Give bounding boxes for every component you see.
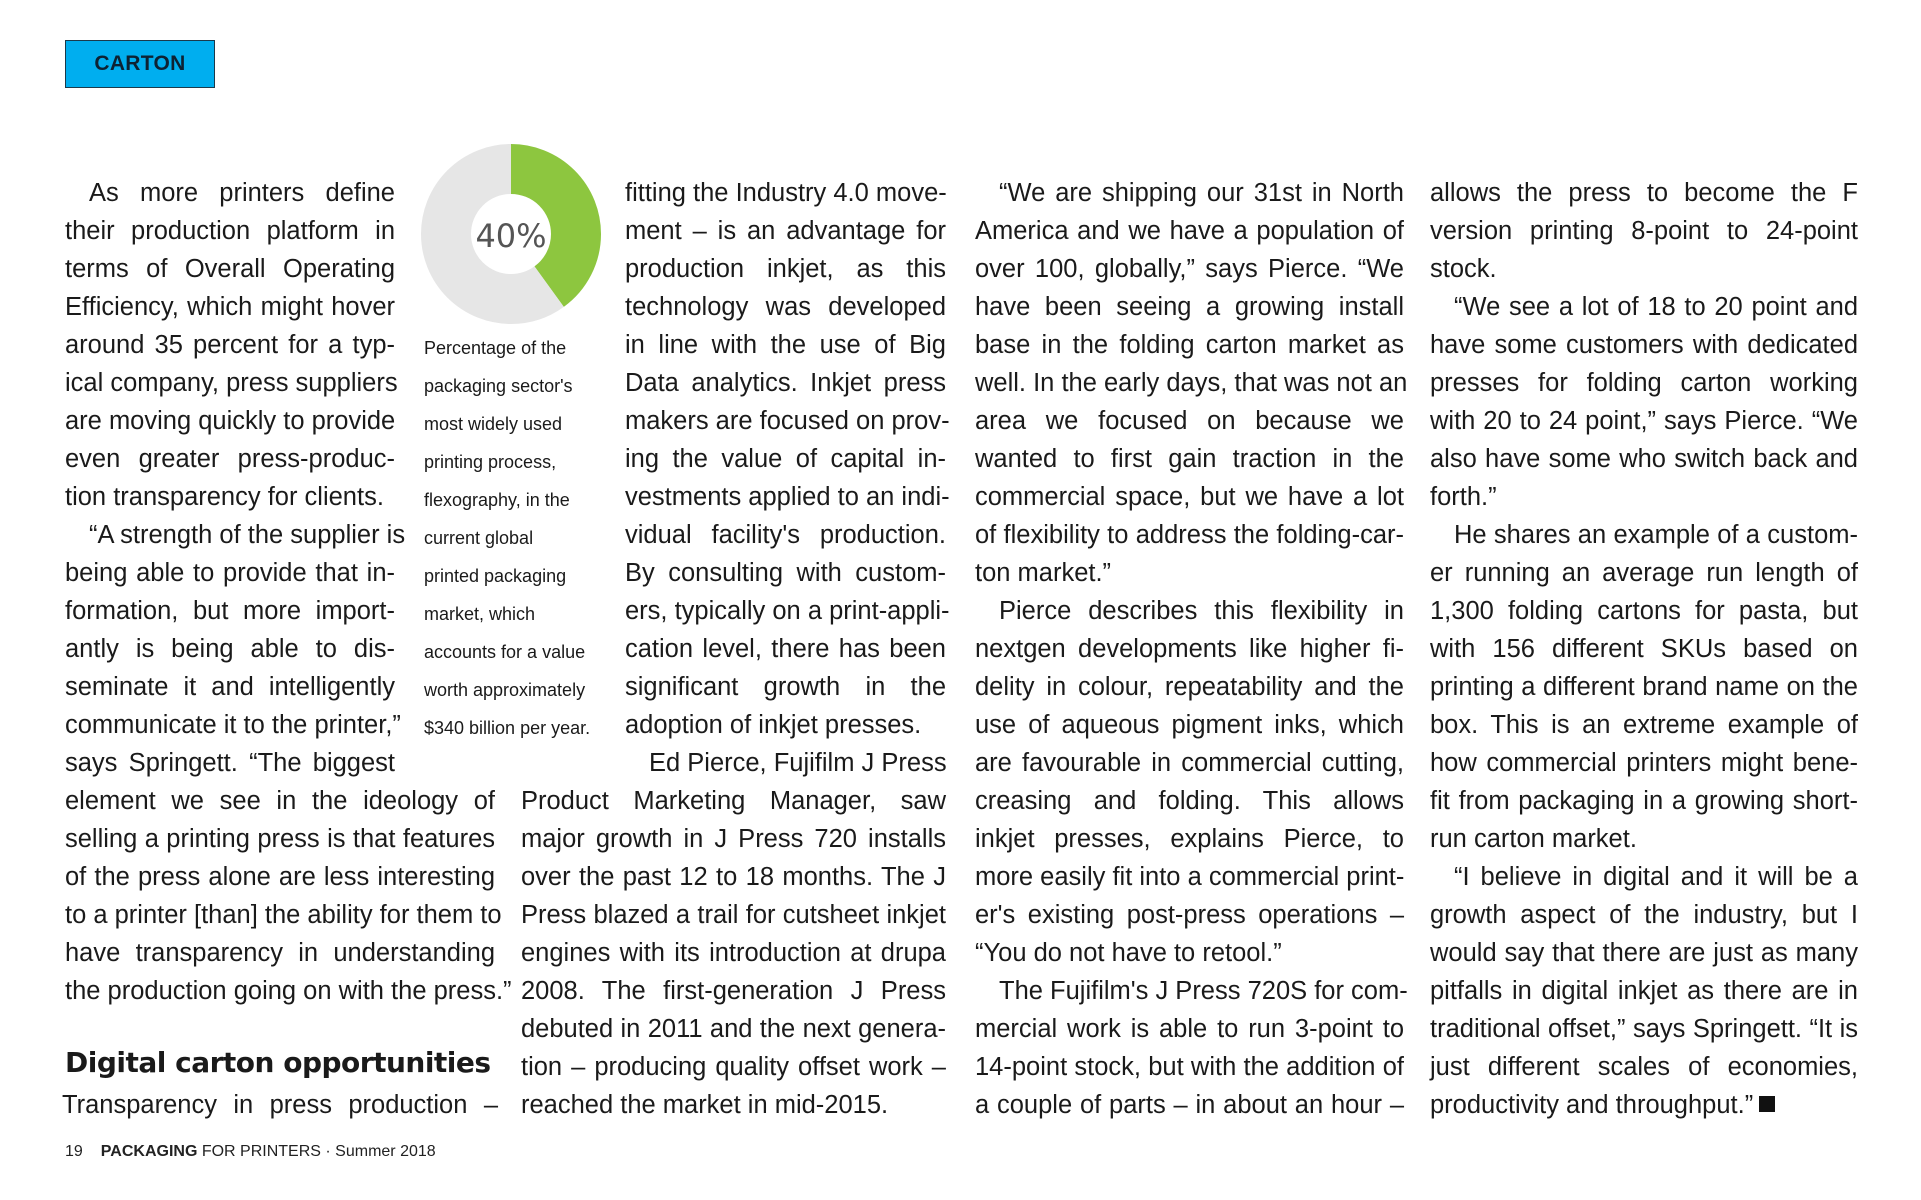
- percentage-donut-chart: [421, 144, 601, 324]
- text-line: Data analytics. Inkjet press: [625, 369, 946, 397]
- text-line: 1,300 folding cartons for pasta, but: [1430, 597, 1858, 625]
- text-line: being able to provide that in-: [65, 559, 395, 587]
- text-line: forth.”: [1430, 483, 1497, 511]
- col3-text: [975, 174, 1408, 1124]
- text-line: reached the market in mid-2015.: [521, 1091, 889, 1119]
- text-line: of flexibility to address the folding-car-: [975, 521, 1404, 549]
- text-line: fit from packaging in a growing short-: [1430, 787, 1858, 815]
- caption-line: accounts for a value: [424, 642, 586, 662]
- text-line: adoption of inkjet presses.: [625, 711, 922, 739]
- text-line: ing the value of capital in-: [625, 445, 946, 473]
- text-line: er running an average run length of: [1430, 559, 1858, 587]
- text-line: vidual facility's production.: [625, 521, 946, 549]
- text-line: says Springett. “The biggest: [65, 749, 395, 777]
- col1-last-line: [62, 1086, 498, 1124]
- text-line: have some customers with dedicated: [1430, 331, 1858, 359]
- text-line: “I believe in digital and it will be a: [1454, 863, 1858, 891]
- section-heading: Digital carton opportunities: [65, 1046, 491, 1079]
- text-line: The Fujifilm's J Press 720S for com-: [999, 977, 1408, 1005]
- text-line: tion transparency for clients.: [65, 483, 384, 511]
- text-line: nextgen developments like higher fi-: [975, 635, 1404, 663]
- text-line: makers are focused on prov-: [625, 407, 950, 435]
- col4-text: [1430, 174, 1858, 1124]
- text-line: technology was developed: [625, 293, 946, 321]
- text-line: just different scales of economies,: [1430, 1053, 1858, 1081]
- text-line: As more printers define: [89, 179, 395, 207]
- caption-line: flexography, in the: [424, 490, 570, 510]
- text-line: version printing 8-point to 24-point: [1430, 217, 1858, 245]
- text-line: By consulting with custom-: [625, 559, 946, 587]
- text-line: ers, typically on a print-appli-: [625, 597, 950, 625]
- magazine-issue: FOR PRINTERS · Summer 2018: [197, 1143, 436, 1160]
- caption-line: current global: [424, 528, 534, 548]
- text-line: even greater press-produc-: [65, 445, 395, 473]
- text-line: Product Marketing Manager, saw: [521, 787, 946, 815]
- text-line: the production going on with the press.”: [65, 977, 512, 1005]
- donut-center-label: 40%: [475, 217, 547, 255]
- text-line: productivity and throughput.”: [1430, 1086, 1858, 1124]
- text-line: their production platform in: [65, 217, 395, 245]
- text-line: formation, but more import-: [65, 597, 395, 625]
- text-line: “A strength of the supplier is: [89, 521, 406, 549]
- text-line: stock.: [1430, 255, 1497, 283]
- text-line: Pierce describes this flexibility in: [999, 597, 1404, 625]
- text-line: are moving quickly to provide: [65, 407, 396, 435]
- col1-wide-text: [65, 782, 512, 1010]
- text-line: inkjet presses, explains Pierce, to: [975, 825, 1404, 853]
- text-line: more easily fit into a commercial print-: [975, 863, 1405, 891]
- text-line: cation level, there has been: [625, 635, 946, 663]
- text-line: delity in colour, repeatability and the: [975, 673, 1404, 701]
- text-line: run carton market.: [1430, 825, 1637, 853]
- text-line: er's existing post-press operations –: [975, 901, 1404, 929]
- text-line: major growth in J Press 720 installs: [521, 825, 946, 853]
- text-line: would say that there are just as many: [1430, 939, 1858, 967]
- magazine-brand: PACKAGING: [100, 1143, 198, 1160]
- text-line: vestments applied to an indi-: [625, 483, 950, 511]
- text-line: in line with the use of Big: [625, 331, 946, 359]
- caption-line: packaging sector's: [424, 376, 573, 396]
- text-line: debuted in 2011 and the next genera-: [521, 1015, 946, 1043]
- text-line: to a printer [than] the ability for them to: [65, 901, 502, 929]
- text-line: terms of Overall Operating: [65, 255, 395, 283]
- text-line: “We see a lot of 18 to 20 point and: [1454, 293, 1858, 321]
- caption-line: printed packaging: [424, 566, 567, 586]
- text-line: engines with its introduction at drupa: [521, 939, 946, 967]
- text-line: selling a printing press is that features: [65, 825, 495, 853]
- caption-line: most widely used: [424, 414, 563, 434]
- text-line: Ed Pierce, Fujifilm J Press: [649, 749, 947, 777]
- text-line: over the past 12 to 18 months. The J: [521, 863, 946, 891]
- text-line: seminate it and intelligently: [65, 673, 395, 701]
- text-line: element we see in the ideology of: [65, 787, 495, 815]
- text-line: a couple of parts – in about an hour –: [975, 1091, 1404, 1119]
- text-line: Transparency in press production –: [62, 1091, 498, 1119]
- col2-top-text: [625, 174, 950, 782]
- text-line: area we focused on because we: [975, 407, 1404, 435]
- text-line: Efficiency, which might hover: [65, 293, 395, 321]
- text-line: presses for folding carton working: [1430, 369, 1858, 397]
- text-line: base in the folding carton market as: [975, 331, 1404, 359]
- text-line: wanted to first gain traction in the: [975, 445, 1404, 473]
- text-line: Press blazed a trail for cutsheet inkjet: [521, 901, 946, 929]
- text-line: America and we have a population of: [975, 217, 1404, 245]
- col1-narrow-text: [65, 174, 406, 782]
- text-line: of the press alone are less interesting: [65, 863, 495, 891]
- caption-line: Percentage of the: [424, 338, 567, 358]
- caption-line: worth approximately: [424, 680, 586, 700]
- text-line: with 20 to 24 point,” says Pierce. “We: [1430, 407, 1858, 435]
- text-line: He shares an example of a custom-: [1454, 521, 1858, 549]
- text-line: “We are shipping our 31st in North: [999, 179, 1404, 207]
- text-line: pitfalls in digital inkjet as there are in: [1430, 977, 1858, 1005]
- text-line: production inkjet, as this: [625, 255, 946, 283]
- text-line: box. This is an extreme example of: [1430, 711, 1858, 739]
- text-line: ment – is an advantage for: [625, 217, 946, 245]
- text-line: tion – producing quality offset work –: [521, 1053, 946, 1081]
- section-tag: CARTON: [65, 40, 215, 88]
- end-of-article-mark: [1759, 1096, 1775, 1112]
- text-line: how commercial printers might bene-: [1430, 749, 1858, 777]
- text-line: over 100, globally,” says Pierce. “We: [975, 255, 1404, 283]
- page-footer: [65, 1142, 436, 1162]
- text-line: communicate it to the printer,”: [65, 711, 401, 739]
- text-line: “You do not have to retool.”: [975, 939, 1282, 967]
- text-line: with 156 different SKUs based on: [1430, 635, 1858, 663]
- text-line: well. In the early days, that was not an: [975, 369, 1408, 397]
- text-line: also have some who switch back and: [1430, 445, 1858, 473]
- text-line: printing a different brand name on the: [1430, 673, 1858, 701]
- text-line: ton market.”: [975, 559, 1112, 587]
- text-line: have transparency in understanding: [65, 939, 495, 967]
- text-line: growth aspect of the industry, but I: [1430, 901, 1858, 929]
- caption-line: market, which: [424, 604, 536, 624]
- text-line: fitting the Industry 4.0 move-: [625, 179, 947, 207]
- text-line: traditional offset,” says Springett. “It is: [1430, 1015, 1858, 1043]
- text-line: creasing and folding. This allows: [975, 787, 1404, 815]
- chart-caption: [424, 329, 604, 747]
- caption-line: printing process,: [424, 452, 557, 472]
- text-line: allows the press to become the F: [1430, 179, 1858, 207]
- text-line: commercial space, but we have a lot: [975, 483, 1404, 511]
- text-line: ical company, press suppliers: [65, 369, 398, 397]
- text-line: around 35 percent for a typ-: [65, 331, 395, 359]
- text-line: use of aqueous pigment inks, which: [975, 711, 1404, 739]
- text-line: are favourable in commercial cutting,: [975, 749, 1404, 777]
- text-line: significant growth in the: [625, 673, 946, 701]
- page-number: 19: [65, 1143, 83, 1160]
- text-line: 2008. The first-generation J Press: [521, 977, 946, 1005]
- col2-bottom-text: [521, 782, 946, 1124]
- text-line: have been seeing a growing install: [975, 293, 1404, 321]
- caption-line: $340 billion per year.: [424, 718, 591, 738]
- text-line: antly is being able to dis-: [65, 635, 395, 663]
- text-line: 14-point stock, but with the addition of: [975, 1053, 1404, 1081]
- text-line: mercial work is able to run 3-point to: [975, 1015, 1404, 1043]
